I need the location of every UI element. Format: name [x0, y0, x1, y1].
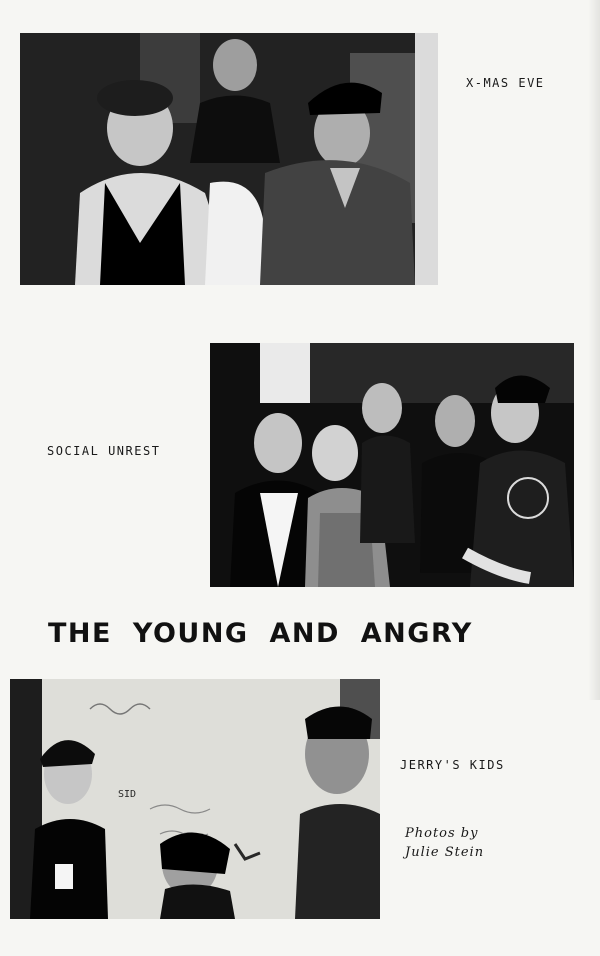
page-edge-shadow — [588, 0, 600, 700]
photo-credit — [405, 824, 484, 862]
page-headline: THE YOUNG AND ANGRY — [48, 618, 473, 649]
xmas-eve-photo — [20, 33, 438, 285]
jerrys-kids-photo — [10, 679, 380, 919]
wall-graffiti-text: SID — [118, 789, 137, 800]
photo-credit-line2: Julie Stein — [405, 845, 485, 860]
jerrys-kids-caption: JERRY'S KIDS — [400, 758, 505, 772]
photo-credit-line1: Photos by — [405, 826, 479, 841]
social-unrest-caption: SOCIAL UNREST — [47, 444, 161, 458]
social-unrest-photo — [210, 343, 574, 587]
xmas-eve-caption: X-MAS EVE — [466, 76, 545, 90]
